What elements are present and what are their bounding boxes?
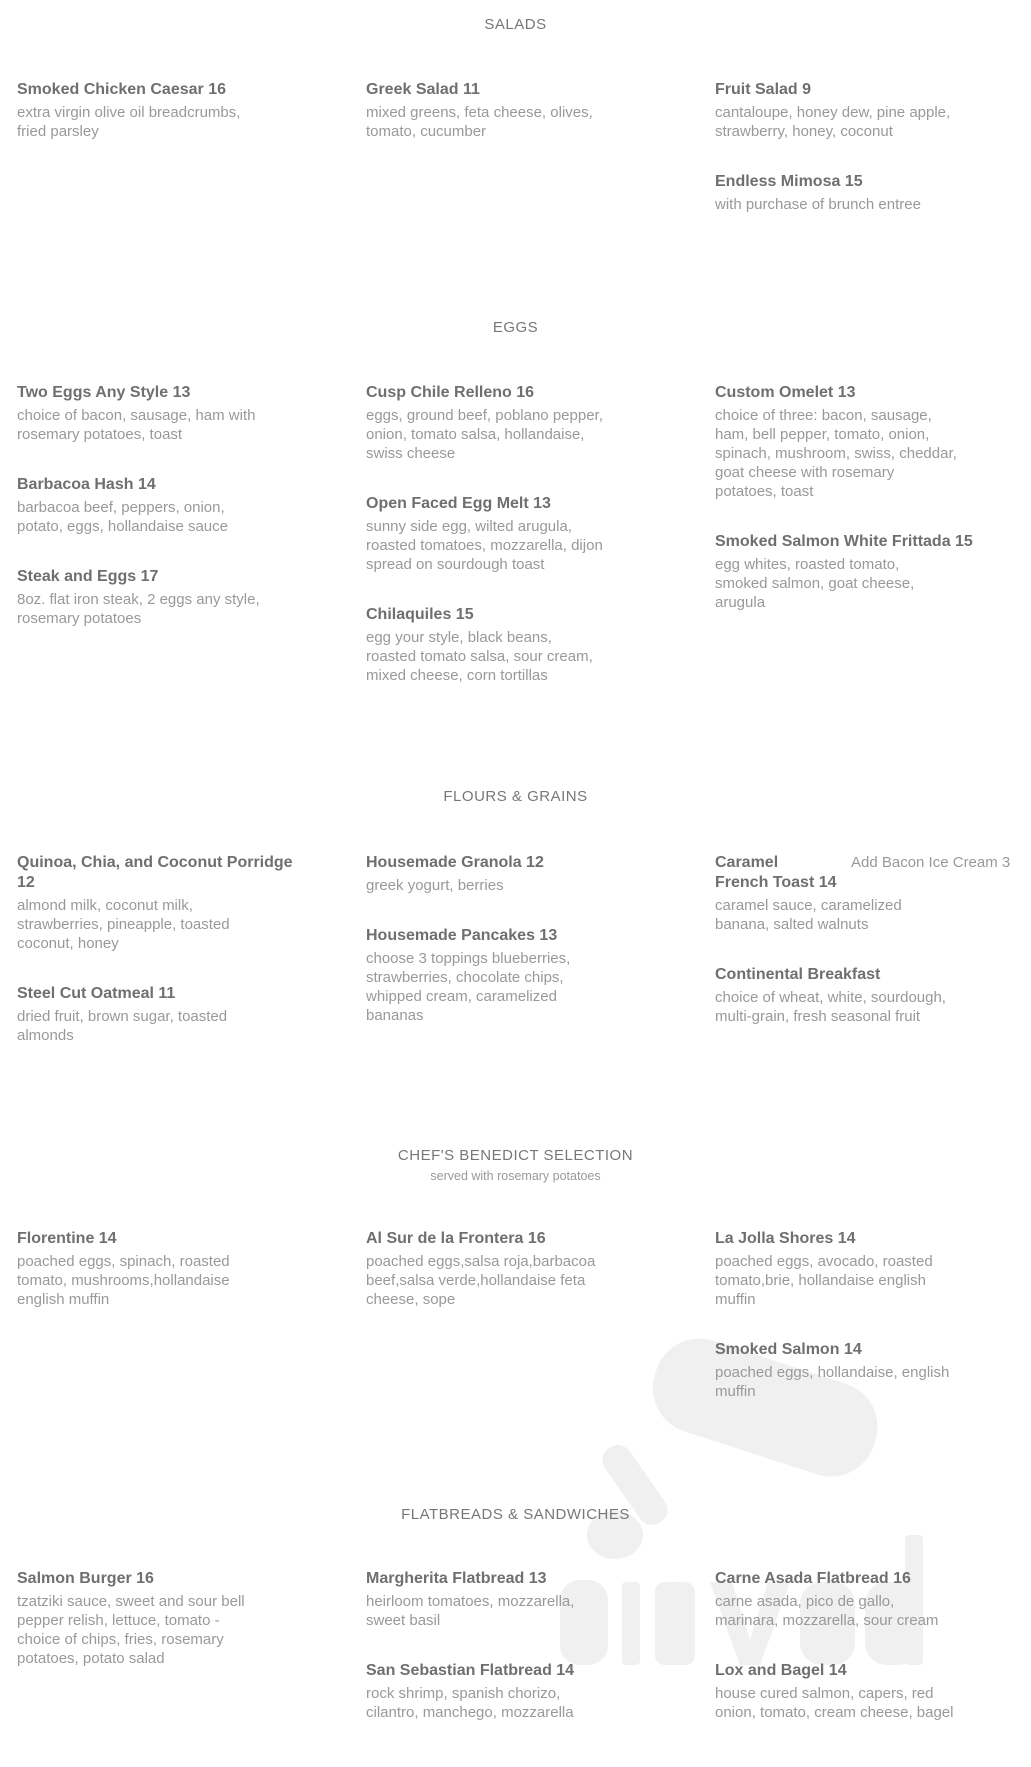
menu-column (17, 80, 337, 172)
menu-item-description: whipped cream, caramelized (366, 988, 557, 1005)
menu-item-description: poached eggs, avocado, roasted (715, 1253, 933, 1270)
menu-item-description: potatoes, toast (715, 483, 814, 500)
menu-column (366, 853, 686, 1056)
menu-item-description: rosemary potatoes, toast (17, 426, 183, 443)
menu-item-description: goat cheese with rosemary (715, 464, 895, 481)
menu-item-description: bananas (366, 1007, 424, 1024)
menu-column (366, 80, 686, 172)
menu-item-description: banana, salted walnuts (715, 916, 869, 933)
menu-item (715, 1340, 1031, 1401)
menu-item-description: house cured salmon, capers, red (715, 1685, 934, 1702)
section-title: SALADS (484, 16, 547, 33)
menu-item-addon: Add Bacon Ice Cream 3 (851, 854, 1011, 871)
menu-item-title: Quinoa, Chia, and Coconut Porridge 12 (17, 854, 293, 891)
menu-item-description: choose 3 toppings blueberries, (366, 950, 571, 967)
menu-item-description: choice of wheat, white, sourdough, (715, 989, 946, 1006)
menu-item-description: tomato, mushrooms,hollandaise (17, 1272, 230, 1289)
menu-item (715, 172, 1031, 214)
menu-item-description: cilantro, manchego, mozzarella (366, 1704, 574, 1721)
menu-item-description: choice of bacon, sausage, ham with (17, 407, 256, 424)
menu-item-description: poached eggs, spinach, roasted (17, 1253, 230, 1270)
menu-item-description: spread on sourdough toast (366, 556, 545, 573)
menu-item (715, 1569, 1031, 1630)
menu-item-description: muffin (715, 1291, 756, 1308)
menu-item-description: carne asada, pico de gallo, (715, 1593, 895, 1610)
menu-item-description: roasted tomato salsa, sour cream, (366, 648, 593, 665)
menu-item-title: Florentine 14 (17, 1230, 117, 1247)
menu-item (366, 1661, 686, 1722)
menu-item-description: ham, bell pepper, tomato, onion, (715, 426, 930, 443)
menu-item-description: sunny side egg, wilted arugula, (366, 518, 572, 535)
menu-item-title: Cusp Chile Relleno 16 (366, 384, 535, 401)
menu-item-title: Margherita Flatbread 13 (366, 1570, 547, 1587)
menu-item-description: rosemary potatoes (17, 610, 142, 627)
menu-item-description: pepper relish, lettuce, tomato - (17, 1612, 220, 1629)
menu-column (17, 383, 337, 659)
menu-item (715, 532, 1031, 612)
menu-column (366, 1229, 686, 1340)
menu-item-description: poached eggs, hollandaise, english (715, 1364, 950, 1381)
menu-item-description: poached eggs,salsa roja,barbacoa (366, 1253, 596, 1270)
menu-item-description: multi-grain, fresh seasonal fruit (715, 1008, 921, 1025)
menu-column (17, 1229, 337, 1340)
menu-item-title: Salmon Burger 16 (17, 1570, 154, 1587)
menu-item (17, 984, 337, 1045)
menu-item-title: Custom Omelet 13 (715, 384, 856, 401)
menu-item-description: arugula (715, 594, 766, 611)
menu-item (715, 1661, 1031, 1722)
menu-item-description: cantaloupe, honey dew, pine apple, (715, 104, 951, 121)
menu-item-description: strawberries, pineapple, toasted (17, 916, 230, 933)
menu-item-description: strawberry, honey, coconut (715, 123, 893, 140)
menu-column (366, 1569, 686, 1753)
section-title: FLOURS & GRAINS (443, 788, 588, 805)
menu-item-description: eggs, ground beef, poblano pepper, (366, 407, 603, 424)
menu-item-title: Housemade Pancakes 13 (366, 927, 558, 944)
menu-item-description: mixed cheese, corn tortillas (366, 667, 548, 684)
menu-item-description: heirloom tomatoes, mozzarella, (366, 1593, 575, 1610)
menu-column (715, 1569, 1031, 1753)
menu-item-description: with purchase of brunch entree (715, 196, 921, 213)
menu-item-description: onion, tomato salsa, hollandaise, (366, 426, 585, 443)
menu-item-description: almonds (17, 1027, 74, 1044)
menu-item (17, 80, 337, 141)
menu-item-description: almond milk, coconut milk, (17, 897, 193, 914)
menu-item-title: Lox and Bagel 14 (715, 1662, 847, 1679)
menu-item (366, 80, 686, 141)
menu-item-description: strawberries, chocolate chips, (366, 969, 564, 986)
menu-item-description: muffin (715, 1383, 756, 1400)
menu-item-title: Chilaquiles 15 (366, 606, 474, 623)
menu-item-description: swiss cheese (366, 445, 456, 462)
menu-item-title: Endless Mimosa 15 (715, 173, 863, 190)
menu-item-title: La Jolla Shores 14 (715, 1230, 856, 1247)
menu-item-description: tomato, cucumber (366, 123, 487, 140)
menu-item (366, 926, 686, 1025)
menu-item-title: Smoked Salmon 14 (715, 1341, 862, 1358)
menu-item-description: potatoes, potato salad (17, 1650, 165, 1667)
menu-item-description: sweet basil (366, 1612, 441, 1629)
menu-item-description: cheese, sope (366, 1291, 456, 1308)
menu-item (366, 1569, 686, 1630)
menu-item-description: barbacoa beef, peppers, onion, (17, 499, 225, 516)
menu-item-title: Continental Breakfast (715, 966, 881, 983)
menu-item (715, 965, 1031, 1026)
menu-item-description: extra virgin olive oil breadcrumbs, (17, 104, 241, 121)
menu-item (715, 383, 1031, 501)
section-title: EGGS (492, 319, 539, 336)
menu-item (715, 853, 1031, 934)
menu-item-description: coconut, honey (17, 935, 119, 952)
menu-item-title: Two Eggs Any Style 13 (17, 384, 191, 401)
menu-column (715, 853, 1031, 1057)
menu-column (17, 1569, 337, 1699)
section-title: CHEF'S BENEDICT SELECTION (397, 1147, 634, 1164)
menu-item (17, 567, 337, 628)
menu-item-description: rock shrimp, spanish chorizo, (366, 1685, 561, 1702)
menu-item-title: Steak and Eggs 17 (17, 568, 159, 585)
menu-item (17, 853, 337, 953)
menu-item (366, 494, 686, 574)
menu-column (366, 383, 686, 716)
menu-item-title: Carne Asada Flatbread 16 (715, 1570, 911, 1587)
menu-item (366, 605, 686, 685)
menu-item (366, 853, 686, 895)
menu-item-description: choice of three: bacon, sausage, (715, 407, 932, 424)
menu-item (17, 1569, 337, 1668)
menu-item-title: Smoked Salmon White Frittada 15 (715, 533, 973, 550)
menu-item-description: smoked salmon, goat cheese, (715, 575, 915, 592)
menu-item-title: Housemade Granola 12 (366, 854, 544, 871)
menu-item-description: tzatziki sauce, sweet and sour bell (17, 1593, 245, 1610)
menu-item-title: Steel Cut Oatmeal 11 (17, 985, 176, 1002)
menu-item-title: Greek Salad 11 (366, 81, 480, 98)
menu-item-description: fried parsley (17, 123, 99, 140)
menu-item-description: marinara, mozzarella, sour cream (715, 1612, 939, 1629)
menu-item (715, 80, 1031, 141)
menu-item (366, 1229, 686, 1309)
menu-item-description: dried fruit, brown sugar, toasted (17, 1008, 228, 1025)
menu-item (17, 1229, 337, 1309)
menu-column (715, 80, 1031, 245)
menu-item-description: spinach, mushroom, swiss, cheddar, (715, 445, 957, 462)
menu-item-description: caramel sauce, caramelized (715, 897, 902, 914)
menu-item-title: Fruit Salad 9 (715, 81, 812, 98)
menu-item-description: choice of chips, fries, rosemary (17, 1631, 224, 1648)
menu-item-description: 8oz. flat iron steak, 2 eggs any style, (17, 591, 260, 608)
menu-item-title: Al Sur de la Frontera 16 (366, 1230, 546, 1247)
section-title: FLATBREADS & SANDWICHES (401, 1506, 630, 1523)
menu-column (715, 383, 1031, 643)
menu-item-title: San Sebastian Flatbread 14 (366, 1662, 575, 1679)
menu-item-description: tomato,brie, hollandaise english (715, 1272, 926, 1289)
menu-item (715, 1229, 1031, 1309)
menu-item-description: egg your style, black beans, (366, 629, 552, 646)
menu-item-title: Caramel French Toast 14 (715, 854, 837, 891)
menu-item (17, 475, 337, 536)
menu-item-description: egg whites, roasted tomato, (715, 556, 900, 573)
menu-item-description: onion, tomato, cream cheese, bagel (715, 1704, 954, 1721)
section-subtitle: served with rosemary potatoes (430, 1169, 601, 1183)
menu-column (715, 1229, 1031, 1432)
menu-item-title: Barbacoa Hash 14 (17, 476, 156, 493)
menu-item-description: english muffin (17, 1291, 110, 1308)
menu-item-description: mixed greens, feta cheese, olives, (366, 104, 593, 121)
menu-item (17, 383, 337, 444)
menu-item-description: beef,salsa verde,hollandaise feta (366, 1272, 586, 1289)
menu-item-description: potato, eggs, hollandaise sauce (17, 518, 228, 535)
menu-item (366, 383, 686, 463)
menu-item-description: roasted tomatoes, mozzarella, dijon (366, 537, 603, 554)
menu-item-description: greek yogurt, berries (366, 877, 504, 894)
menu-item-title: Open Faced Egg Melt 13 (366, 495, 551, 512)
menu-column (17, 853, 337, 1076)
menu-item-title: Smoked Chicken Caesar 16 (17, 81, 226, 98)
